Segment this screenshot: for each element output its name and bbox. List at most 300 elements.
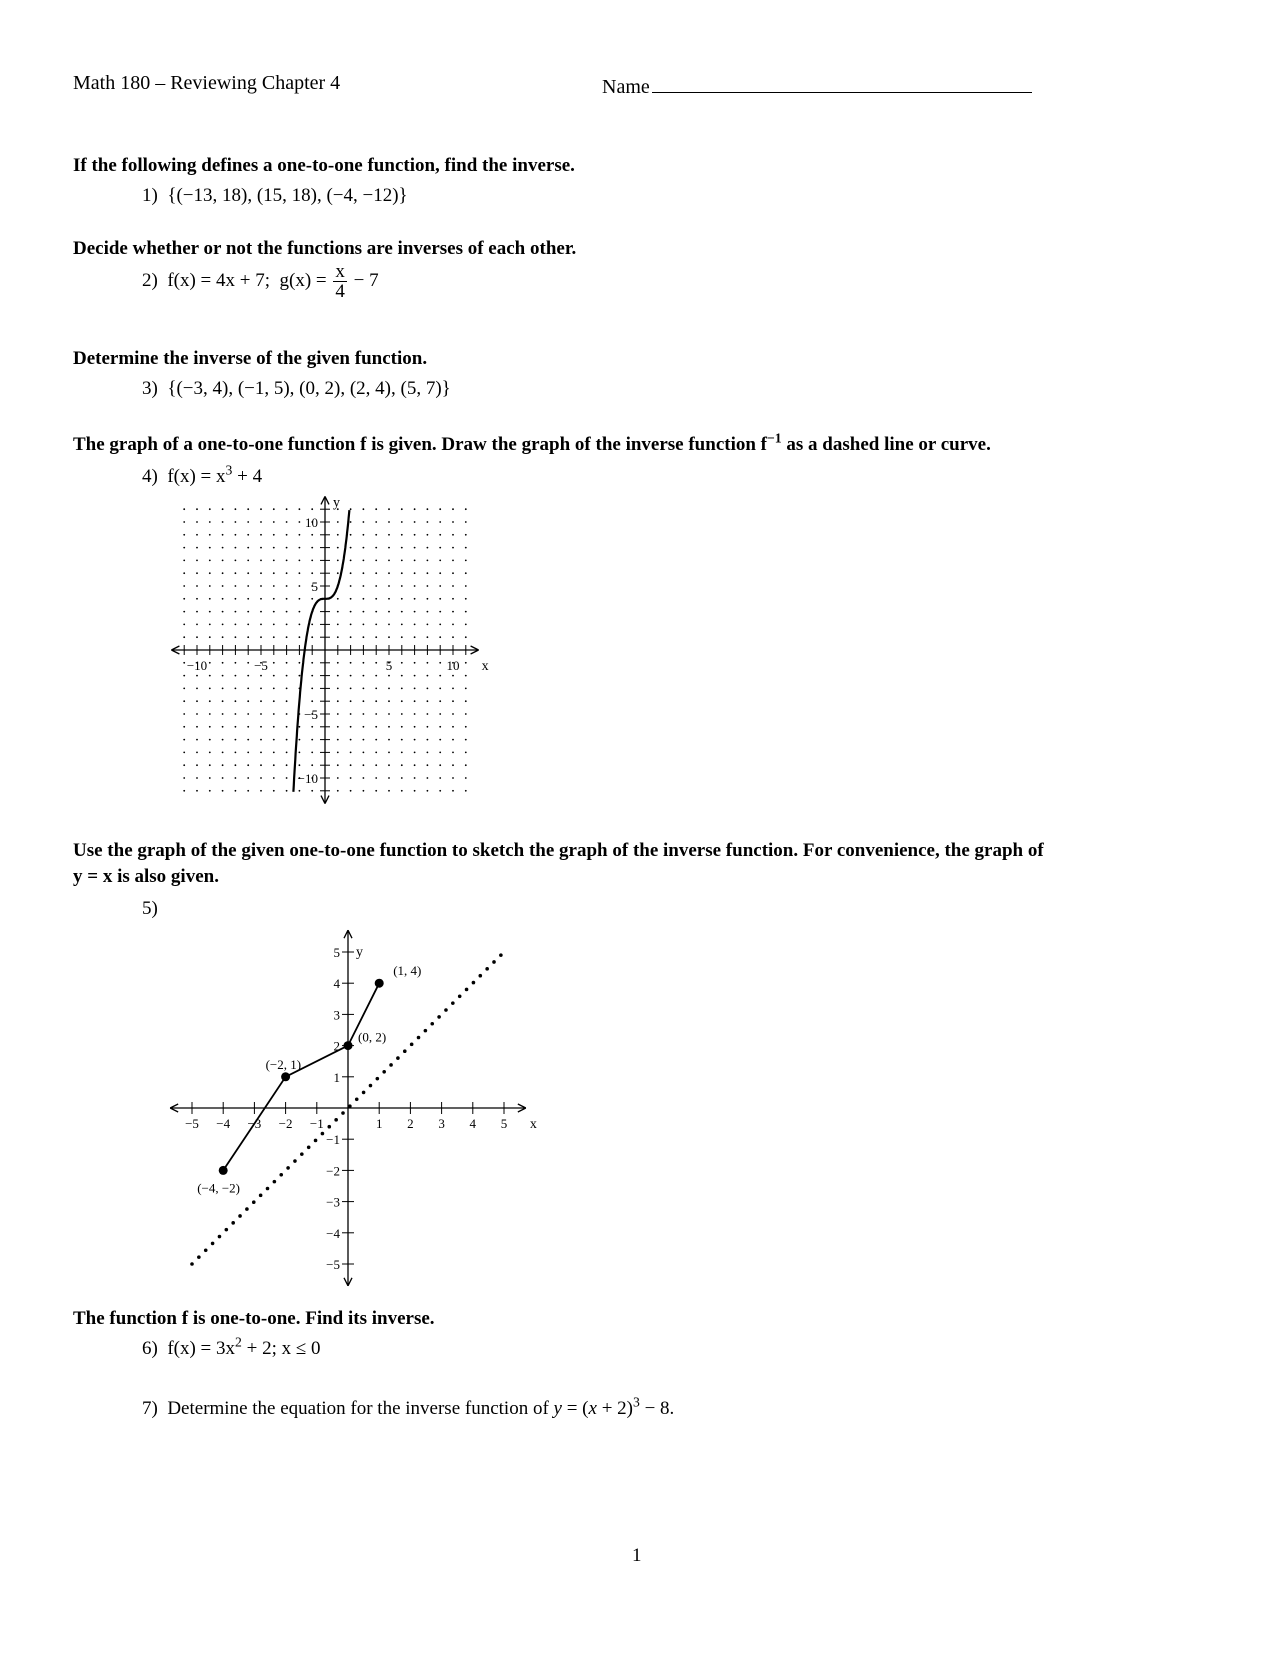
grid-dot [452,726,454,728]
grid-dot [337,726,339,728]
grid-dot [427,752,429,754]
x-tick-label: 5 [500,1116,508,1131]
grid-dot [222,560,224,562]
x-tick-label: −5 [254,658,268,673]
grid-dot [311,675,313,677]
grid-dot [375,790,377,792]
grid-dot [427,764,429,766]
y-tick-label: −1 [326,1132,340,1148]
grid-dot [299,624,301,626]
grid-dot [414,534,416,536]
reference-dot [389,1063,393,1067]
grid-dot [337,598,339,600]
grid-dot [247,572,249,574]
grid-dot [247,560,249,562]
grid-dot [183,726,185,728]
problem-3-text: {(−3, 4), (−1, 5), (0, 2), (2, 4), (5, 7)} [167,378,451,399]
reference-dot [396,1056,400,1060]
grid-dot [299,547,301,549]
grid-dot [337,662,339,664]
grid-dot [350,636,352,638]
grid-dot [260,726,262,728]
grid-dot [247,662,249,664]
grid-dot [260,764,262,766]
grid-dot [337,777,339,779]
graph-5[interactable] [160,920,540,1290]
grid-dot [273,636,275,638]
grid-dot [414,547,416,549]
grid-dot [363,764,365,766]
instruction-3: Determine the inverse of the given function. [73,348,428,369]
reference-dot [238,1214,242,1218]
problem-4-text: f(x) = x [167,466,226,487]
grid-dot [286,585,288,587]
grid-dot [363,611,365,613]
grid-dot [299,572,301,574]
grid-dot [209,547,211,549]
grid-dot [427,611,429,613]
grid-dot [247,764,249,766]
grid-dot [299,739,301,741]
grid-dot [350,688,352,690]
problem-6-exponent: 2 [235,1334,242,1350]
grid-dot [388,739,390,741]
grid-dot [286,572,288,574]
grid-dot [350,700,352,702]
grid-dot [388,700,390,702]
reference-dot [293,1159,297,1163]
grid-dot [439,560,441,562]
grid-dot [452,713,454,715]
grid-dot [465,739,467,741]
grid-dot [401,700,403,702]
grid-dot [465,636,467,638]
grid-dot [388,560,390,562]
grid-dot [209,675,211,677]
grid-dot [286,752,288,754]
reference-dot [190,1262,194,1266]
grid-dot [286,508,288,510]
grid-dot [299,585,301,587]
grid-dot [247,777,249,779]
grid-dot [414,726,416,728]
reference-dot [259,1194,263,1198]
grid-dot [350,726,352,728]
grid-dot [222,739,224,741]
graph-4-tick-labels [187,496,489,786]
grid-dot [363,572,365,574]
grid-dot [465,675,467,677]
grid-dot [414,752,416,754]
grid-dot [388,598,390,600]
grid-dot [235,764,237,766]
reference-dot [245,1207,249,1211]
grid-dot [247,713,249,715]
grid-dot [299,598,301,600]
grid-dot [311,764,313,766]
grid-dot [260,752,262,754]
grid-dot [388,521,390,523]
grid-dot [286,598,288,600]
grid-dot [388,611,390,613]
grid-dot [222,572,224,574]
grid-dot [388,585,390,587]
grid-dot [209,534,211,536]
y-tick-label: −5 [326,1257,340,1272]
grid-dot [235,624,237,626]
grid-dot [196,534,198,536]
grid-dot [427,585,429,587]
grid-dot [439,636,441,638]
grid-dot [209,636,211,638]
grid-dot [286,713,288,715]
grid-dot [363,713,365,715]
grid-dot [439,598,441,600]
grid-dot [350,521,352,523]
grid-dot [273,688,275,690]
problem-6-text: f(x) = 3x [167,1338,236,1359]
x-tick-label: 1 [375,1116,383,1131]
instruction-6: The function f is one-to-one. Find its inverse. [73,1308,435,1329]
grid-dot [363,700,365,702]
reference-dot [273,1180,277,1184]
grid-dot [363,598,365,600]
grid-dot [414,739,416,741]
grid-dot [375,662,377,664]
grid-dot [388,764,390,766]
grid-dot [375,739,377,741]
reference-dot [410,1043,414,1047]
grid-dot [209,560,211,562]
grid-dot [350,777,352,779]
grid-dot [350,508,352,510]
grid-dot [401,713,403,715]
reference-dot [430,1022,434,1026]
grid-dot [260,624,262,626]
grid-dot [350,764,352,766]
grid-dot [452,688,454,690]
reference-dot [279,1173,283,1177]
grid-dot [222,534,224,536]
grid-dot [273,572,275,574]
grid-dot [222,636,224,638]
grid-dot [414,560,416,562]
grid-dot [465,508,467,510]
reference-dot [225,1228,229,1232]
grid-dot [235,572,237,574]
grid-dot [286,675,288,677]
grid-dot [235,713,237,715]
grid-dot [452,598,454,600]
grid-dot [337,560,339,562]
grid-dot [363,534,365,536]
problem-4-text-end: + 4 [232,466,263,487]
grid-dot [273,534,275,536]
grid-dot [375,636,377,638]
graph-5-reference-line-y-equals-x [190,953,502,1265]
grid-dot [311,624,313,626]
grid-dot [414,688,416,690]
grid-dot [414,700,416,702]
grid-dot [247,585,249,587]
instruction-4-text: The graph of a one-to-one function f is given. Draw the graph of the inverse function f [73,434,768,455]
grid-dot [465,534,467,536]
grid-dot [439,764,441,766]
reference-dot [307,1146,311,1150]
grid-dot [350,675,352,677]
grid-dot [465,752,467,754]
grid-dot [260,713,262,715]
y-tick-label: 5 [311,579,318,594]
grid-dot [427,713,429,715]
y-tick-label: 10 [305,515,318,530]
x-tick-label: 5 [385,658,393,673]
grid-dot [388,547,390,549]
grid-dot [401,508,403,510]
grid-dot [427,534,429,536]
grid-dot [427,790,429,792]
grid-dot [414,624,416,626]
grid-dot [452,521,454,523]
grid-dot [183,752,185,754]
grid-dot [209,624,211,626]
grid-dot [414,713,416,715]
grid-dot [273,764,275,766]
grid-dot [196,764,198,766]
grid-dot [452,700,454,702]
grid-dot [439,752,441,754]
course-title: Math 180 – Reviewing Chapter 4 [73,72,341,94]
reference-dot [348,1104,352,1108]
grid-dot [286,790,288,792]
problem-1-number: 1) [142,185,158,206]
problem-4-exponent: 3 [225,462,233,478]
problem-6 [142,1334,321,1360]
grid-dot [299,662,301,664]
grid-dot [260,508,262,510]
grid-dot [311,547,313,549]
x-axis-label: x [481,659,489,674]
reference-dot [403,1049,407,1053]
grid-dot [260,521,262,523]
grid-dot [299,560,301,562]
grid-dot [222,752,224,754]
grid-dot [222,547,224,549]
grid-dot [222,700,224,702]
reference-dot [362,1091,366,1095]
grid-dot [439,739,441,741]
grid-dot [209,700,211,702]
grid-dot [414,764,416,766]
grid-dot [183,624,185,626]
grid-dot [299,636,301,638]
grid-dot [414,675,416,677]
grid-dot [401,777,403,779]
grid-dot [235,508,237,510]
grid-dot [286,611,288,613]
fraction-denominator: 4 [335,281,345,302]
grid-dot [196,624,198,626]
page-number: 1 [632,1545,642,1566]
grid-dot [375,777,377,779]
grid-dot [260,572,262,574]
grid-dot [286,662,288,664]
grid-dot [222,688,224,690]
grid-dot [273,547,275,549]
grid-dot [388,636,390,638]
grid-dot [414,521,416,523]
grid-dot [209,585,211,587]
grid-dot [196,611,198,613]
grid-dot [427,624,429,626]
grid-dot [196,521,198,523]
grid-dot [427,700,429,702]
grid-dot [260,547,262,549]
problem-7-number: 7) [142,1398,158,1419]
grid-dot [235,585,237,587]
grid-dot [401,688,403,690]
grid-dot [375,560,377,562]
grid-dot [260,700,262,702]
grid-dot [427,508,429,510]
grid-dot [235,611,237,613]
grid-dot [183,611,185,613]
grid-dot [439,611,441,613]
grid-dot [363,521,365,523]
grid-dot [222,624,224,626]
grid-dot [452,777,454,779]
reference-dot [382,1070,386,1074]
grid-dot [401,534,403,536]
grid-dot [414,598,416,600]
grid-dot [439,547,441,549]
grid-dot [439,790,441,792]
grid-dot [337,764,339,766]
grid-dot [196,688,198,690]
point-label: (0, 2) [358,1029,387,1045]
grid-dot [209,598,211,600]
name-field[interactable] [602,72,1032,99]
grid-dot [299,508,301,510]
problem-7-var-x: x [588,1398,597,1419]
grid-dot [183,764,185,766]
grid-dot [401,662,403,664]
grid-dot [311,534,313,536]
instruction-1: If the following defines a one-to-one function, find the inverse. [73,155,575,176]
grid-dot [388,726,390,728]
problem-7-exponent: 3 [633,1394,640,1410]
grid-dot [427,739,429,741]
grid-dot [222,764,224,766]
grid-dot [247,547,249,549]
graph-4[interactable] [160,490,500,810]
grid-dot [452,534,454,536]
grid-dot [196,572,198,574]
grid-dot [388,790,390,792]
y-tick-label: −2 [326,1163,340,1179]
problem-7-eq-mid: = ( [561,1398,589,1419]
grid-dot [388,675,390,677]
grid-dot [337,611,339,613]
grid-dot [235,790,237,792]
problem-2-fraction [333,262,347,301]
grid-dot [337,739,339,741]
grid-dot [222,611,224,613]
y-tick-label: −10 [297,771,318,786]
grid-dot [311,598,313,600]
grid-dot [209,572,211,574]
grid-dot [439,713,441,715]
grid-dot [414,508,416,510]
reference-dot [451,1001,455,1005]
reference-dot [286,1166,290,1170]
grid-dot [375,726,377,728]
grid-dot [363,752,365,754]
grid-dot [401,521,403,523]
x-axis-label: x [529,1117,537,1132]
problem-2-g-left: g(x) = [279,269,327,291]
data-point [375,979,384,988]
grid-dot [260,560,262,562]
grid-dot [465,547,467,549]
grid-dot [337,521,339,523]
grid-dot [350,662,352,664]
grid-dot [465,726,467,728]
grid-dot [260,675,262,677]
grid-dot [209,688,211,690]
grid-dot [452,764,454,766]
grid-dot [350,585,352,587]
grid-dot [350,624,352,626]
grid-dot [375,688,377,690]
point-label: (−4, −2) [197,1180,241,1196]
grid-dot [388,534,390,536]
grid-dot [311,572,313,574]
grid-dot [183,790,185,792]
grid-dot [196,547,198,549]
grid-dot [350,611,352,613]
grid-dot [235,560,237,562]
grid-dot [363,662,365,664]
grid-dot [439,726,441,728]
grid-dot [452,636,454,638]
grid-dot [196,585,198,587]
grid-dot [375,598,377,600]
grid-dot [350,572,352,574]
grid-dot [209,777,211,779]
grid-dot [465,521,467,523]
grid-dot [273,521,275,523]
grid-dot [452,739,454,741]
reference-dot [458,995,462,999]
inverse-superscript: −1 [767,430,782,446]
grid-dot [439,662,441,664]
grid-dot [196,790,198,792]
grid-dot [375,700,377,702]
y-tick-label: −5 [304,707,318,722]
name-label: Name [602,76,650,98]
grid-dot [311,726,313,728]
grid-dot [414,572,416,574]
grid-dot [439,700,441,702]
grid-dot [350,598,352,600]
reference-dot [499,953,503,957]
grid-dot [427,572,429,574]
grid-dot [183,662,185,664]
name-blank-line[interactable] [652,72,1032,93]
reference-dot [300,1152,304,1156]
grid-dot [235,726,237,728]
